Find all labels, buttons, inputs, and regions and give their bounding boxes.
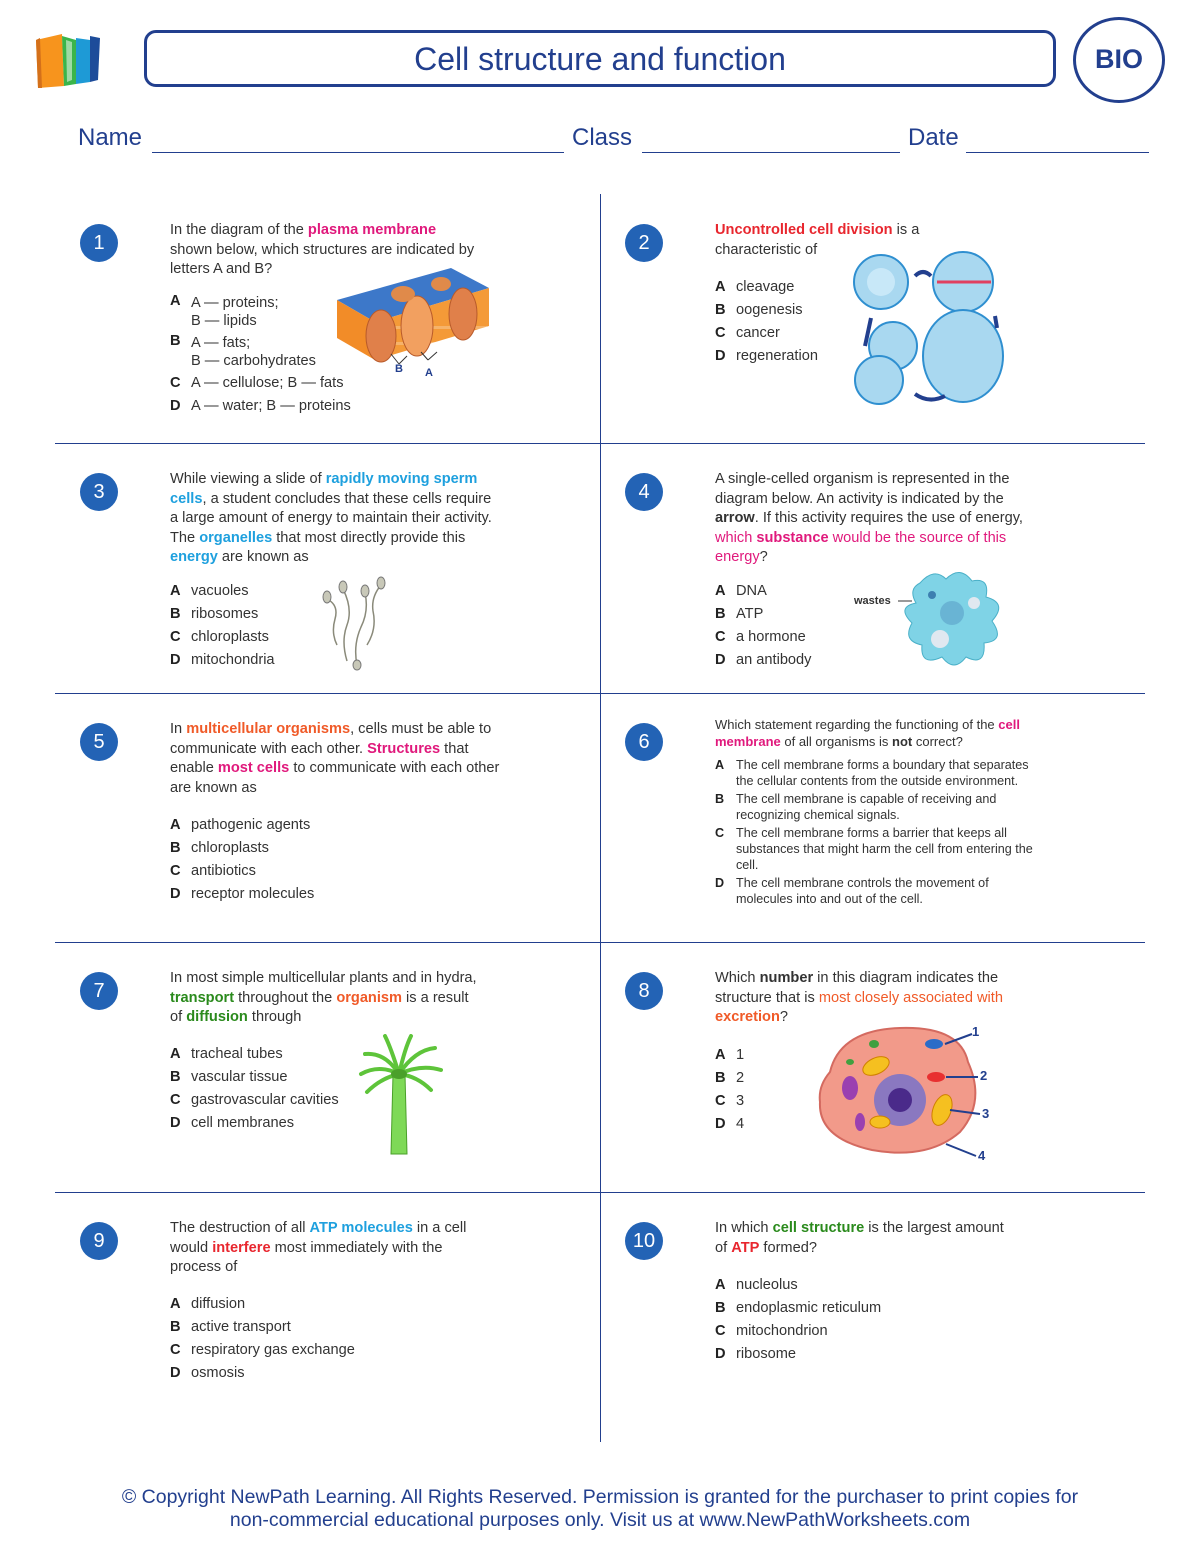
class-label: Class [572, 124, 633, 151]
question-text-run: in this diagram indicates the structure that is [715, 970, 999, 1006]
question-text-run: Which statement regarding the functioning of the [715, 717, 999, 732]
question-text [170, 1219, 480, 1278]
cell-cycle-diagram [845, 246, 1015, 411]
title-box [144, 30, 1056, 87]
answer-options [715, 1274, 881, 1366]
question-text-run: The destruction of all [170, 1220, 310, 1236]
option-letter: B [170, 333, 181, 349]
option-text: DNA [736, 583, 767, 599]
answer-option-d[interactable] [715, 1343, 881, 1366]
date-label: Date [908, 124, 959, 151]
option-text: ribosomes [191, 606, 259, 622]
option-text: antibiotics [191, 863, 256, 879]
question-text-run: , a student concludes that these cells require a large amount of energy to maintain their activity. The [170, 490, 492, 546]
question-text-run: correct? [912, 733, 963, 749]
answer-option-b[interactable] [715, 299, 818, 322]
option-letter: A [715, 583, 726, 599]
option-letter: B [170, 1319, 181, 1335]
option-text: The cell membrane forms a boundary that separates the cellular contents from the outside environment. [736, 758, 1029, 788]
question-text-run: While viewing a slide of [170, 471, 326, 487]
answer-option-d[interactable] [170, 395, 351, 418]
answer-option-c[interactable] [715, 322, 818, 345]
footer-line-2: non-commercial educational purposes only. Visit us at www.NewPathWorksheets.com [229, 1509, 971, 1531]
answer-option-d[interactable] [170, 649, 275, 672]
answer-options [170, 580, 275, 672]
label-3: 3 [982, 1106, 990, 1121]
question-5 [55, 693, 600, 942]
question-number-badge: 6 [625, 723, 663, 761]
question-7 [55, 942, 600, 1191]
question-text-run: cell membrane [715, 717, 1020, 749]
option-text: chloroplasts [191, 840, 269, 856]
question-text-run: most closely associated with [818, 989, 1003, 1006]
question-1 [55, 194, 600, 443]
subject-badge-label: BIO [1094, 44, 1143, 74]
question-text [715, 1219, 1005, 1258]
option-text: oogenesis [736, 302, 803, 318]
answer-option-b[interactable] [170, 1066, 339, 1089]
question-number-badge: 7 [80, 972, 118, 1010]
option-letter: C [715, 1093, 726, 1109]
question-text-run: which [715, 529, 757, 546]
answer-option-a[interactable] [715, 1274, 881, 1297]
answer-options [170, 814, 314, 906]
option-text: 4 [736, 1116, 745, 1132]
option-letter: C [715, 325, 726, 341]
question-text-run: rapidly moving sperm cells [170, 471, 478, 507]
question-text-run: energy [170, 549, 218, 565]
date-line [966, 152, 1149, 153]
answer-option-c[interactable] [715, 1320, 881, 1343]
option-text: 2 [736, 1070, 745, 1086]
option-letter: D [170, 1365, 181, 1381]
question-text-run: . If this activity requires the use of energy, [754, 510, 1023, 526]
question-text-run: In [170, 721, 187, 737]
question-8 [600, 942, 1145, 1191]
question-6 [600, 693, 1145, 942]
option-text: vacuoles [191, 583, 249, 599]
option-text: endoplasmic reticulum [736, 1300, 882, 1316]
question-text-run: ? [779, 1009, 789, 1025]
answer-option-b[interactable] [170, 332, 351, 372]
question-text-run: plasma membrane [307, 222, 437, 238]
footer-line-1: © Copyright NewPath Learning. All Rights Reserved. Permission is granted for the purchaser to print copies for [121, 1486, 1079, 1508]
animal-cell-diagram [810, 1022, 1010, 1162]
option-text: The cell membrane is capable of receiving and recognizing chemical signals. [736, 792, 997, 822]
option-letter: D [170, 398, 181, 414]
option-text: diffusion [191, 1296, 246, 1312]
newpath-book-logo-icon [32, 30, 102, 92]
option-text: gastrovascular cavities [191, 1092, 339, 1108]
answer-option-d[interactable] [170, 1112, 339, 1135]
option-letter: C [170, 1092, 181, 1108]
option-text: The cell membrane forms a barrier that keeps all substances that might harm the cell from entering the cell. [736, 826, 1033, 872]
question-text-run: cell structure [772, 1220, 865, 1236]
question-text-run: substance [756, 529, 829, 546]
option-text: cleavage [736, 279, 795, 295]
sperm-cells-drawing [317, 575, 393, 671]
option-letter: D [170, 652, 181, 668]
answer-options [715, 580, 811, 672]
option-letter: B [715, 1300, 726, 1316]
option-text: active transport [191, 1319, 291, 1335]
option-text: cancer [736, 325, 780, 341]
question-text-run: ATP [731, 1239, 760, 1256]
option-text: ATP [736, 606, 764, 622]
question-number-badge: 5 [80, 723, 118, 761]
answer-option-b[interactable] [715, 1297, 881, 1320]
question-text-run: shown below, which structures are indicated by letters A and B? [170, 241, 475, 277]
option-text: respiratory gas exchange [191, 1342, 355, 1358]
question-text-run: ATP molecules [309, 1220, 413, 1236]
option-letter: B [170, 840, 181, 856]
answer-option-b[interactable] [170, 603, 275, 626]
question-text-run: arrow [715, 510, 755, 526]
option-text: 3 [736, 1093, 745, 1109]
option-text: mitochondria [191, 652, 275, 668]
question-number-badge: 10 [625, 1222, 663, 1260]
question-text-run: Which [715, 970, 760, 986]
option-letter: A [715, 279, 726, 295]
answer-option-a[interactable] [715, 757, 1035, 789]
option-letter: D [715, 652, 726, 668]
option-text: tracheal tubes [191, 1046, 283, 1062]
answer-option-d[interactable] [715, 649, 811, 672]
option-letter: B [715, 792, 725, 806]
option-text: mitochondrion [736, 1323, 828, 1339]
option-text: receptor molecules [191, 886, 315, 902]
label-4: 4 [978, 1148, 986, 1162]
question-4 [600, 443, 1145, 692]
answer-options [170, 292, 351, 418]
option-text: an antibody [736, 652, 812, 668]
option-letter: D [170, 1115, 181, 1131]
answer-option-b[interactable] [170, 1316, 355, 1339]
option-letter: A [715, 1047, 726, 1063]
subject-badge [1073, 17, 1165, 103]
question-text-run: most immediately with the process of [170, 1239, 443, 1275]
option-text: regeneration [736, 348, 818, 364]
question-text [715, 717, 1035, 750]
answer-options [170, 1043, 339, 1135]
answer-options [715, 757, 1035, 909]
question-text-run: diffusion [186, 1009, 248, 1025]
name-line [152, 152, 564, 153]
question-2 [600, 194, 1145, 443]
question-10 [600, 1192, 1145, 1441]
option-text: chloroplasts [191, 629, 269, 645]
option-letter: C [715, 1323, 726, 1339]
question-text-run: is the largest amount of [715, 1220, 1004, 1256]
question-text-run: that most directly provide this [272, 529, 466, 546]
question-text-run: through [247, 1009, 302, 1025]
answer-options [715, 1044, 744, 1136]
option-letter: D [715, 1346, 726, 1362]
answer-option-a[interactable] [170, 1293, 355, 1316]
question-text-run: Uncontrolled cell division [715, 222, 893, 238]
question-text-run: Structures [367, 740, 441, 757]
question-text-run: in a cell would [170, 1220, 467, 1256]
question-text [715, 969, 1035, 1028]
page-title: Cell structure and function [414, 41, 786, 77]
answer-option-a[interactable] [715, 580, 811, 603]
question-text [170, 969, 480, 1028]
question-text-run: that enable [170, 740, 469, 776]
question-number-badge: 2 [625, 224, 663, 262]
question-text-run: not [892, 733, 913, 749]
label-2: 2 [980, 1068, 988, 1083]
label-b: B [395, 363, 403, 375]
option-letter: A [170, 1046, 181, 1062]
option-letter: A [715, 1277, 726, 1293]
question-text-run: organism [336, 989, 402, 1006]
answer-option-c[interactable] [170, 626, 275, 649]
question-text-run: of all organisms is [780, 733, 893, 749]
question-text-run: most cells [217, 760, 290, 776]
option-text: vascular tissue [191, 1069, 288, 1085]
option-letter: A [170, 583, 181, 599]
question-number-badge: 9 [80, 1222, 118, 1260]
question-text [170, 470, 500, 568]
option-text: cell membranes [191, 1115, 295, 1131]
question-number-badge: 1 [80, 224, 118, 262]
option-letter: C [170, 863, 181, 879]
option-text: A — water; B — proteins [191, 398, 351, 414]
option-text: A — proteins; B — lipids [191, 295, 279, 329]
option-letter: D [715, 876, 725, 890]
question-number-badge: 3 [80, 473, 118, 511]
option-letter: B [170, 1069, 181, 1085]
answer-option-b[interactable] [715, 603, 811, 626]
option-letter: B [715, 302, 726, 318]
option-letter: C [170, 375, 181, 391]
option-letter: D [715, 1116, 726, 1132]
answer-option-b[interactable] [170, 837, 314, 860]
question-text-run: excretion [715, 1009, 780, 1025]
question-text-run: In which [715, 1220, 773, 1236]
label-a: A [425, 367, 433, 379]
class-line [642, 152, 900, 153]
option-letter: D [715, 348, 726, 364]
answer-option-c[interactable] [715, 825, 1035, 873]
option-text: nucleolus [736, 1277, 798, 1293]
question-text-run: A single-celled organism is represented in the diagram below. An activity is indicated by the [715, 471, 1010, 507]
answer-options [715, 276, 818, 368]
question-text [170, 720, 500, 798]
name-label: Name [78, 124, 143, 151]
answer-option-b[interactable] [715, 1067, 744, 1090]
question-text-run: throughout the [234, 989, 337, 1006]
question-text-run: In the diagram of the [170, 222, 308, 238]
answer-option-a[interactable] [170, 1043, 339, 1066]
option-letter: B [715, 1070, 726, 1086]
question-text-run: ? [759, 549, 768, 565]
amoeba-diagram [850, 563, 1030, 673]
label-wastes: wastes [854, 595, 891, 607]
question-text-run: is a characteristic of [715, 222, 920, 258]
option-letter: A [170, 293, 181, 309]
answer-option-c[interactable] [715, 626, 811, 649]
question-text-run: to communicate with each other are known as [170, 760, 500, 796]
question-text-run: would be the source of this energy [715, 529, 1007, 565]
answer-option-c[interactable] [715, 1090, 744, 1113]
question-text-run: formed? [759, 1239, 817, 1256]
hydra-drawing [355, 1034, 445, 1160]
answer-option-c[interactable] [170, 860, 314, 883]
question-text-run: is a result of [170, 989, 469, 1025]
question-text-run: transport [170, 989, 235, 1006]
option-letter: C [715, 629, 726, 645]
answer-option-a[interactable] [170, 814, 314, 837]
option-letter: C [715, 826, 725, 840]
answer-option-b[interactable] [715, 791, 1035, 823]
plasma-membrane-diagram [333, 260, 493, 380]
question-text-run: In most simple multicellular plants and in hydra, [170, 970, 477, 986]
option-letter: A [170, 817, 181, 833]
answer-option-c[interactable] [170, 1089, 339, 1112]
question-text-run: , cells must be able to communicate with each other. [170, 721, 492, 757]
answer-option-d[interactable] [715, 875, 1035, 907]
option-letter: B [715, 606, 726, 622]
option-text: A — fats; B — carbohydrates [191, 335, 316, 369]
question-text [715, 470, 1035, 568]
answer-option-a[interactable] [170, 580, 275, 603]
option-letter: D [170, 886, 181, 902]
answer-option-a[interactable] [715, 276, 818, 299]
question-9 [55, 1192, 600, 1441]
question-3 [55, 443, 600, 692]
question-text-run: are known as [217, 549, 309, 565]
option-letter: C [170, 1342, 181, 1358]
answer-option-c[interactable] [170, 372, 351, 395]
answer-option-d[interactable] [715, 345, 818, 368]
option-letter: B [170, 606, 181, 622]
question-text-run: multicellular organisms [186, 721, 351, 737]
answer-option-d[interactable] [170, 883, 314, 906]
question-text-run: number [759, 970, 814, 986]
answer-option-c[interactable] [170, 1339, 355, 1362]
question-text-run: organelles [199, 529, 273, 546]
option-text: A — cellulose; B — fats [191, 375, 344, 391]
option-text: osmosis [191, 1365, 245, 1381]
question-number-badge: 4 [625, 473, 663, 511]
label-1: 1 [972, 1024, 980, 1039]
option-text: a hormone [736, 629, 806, 645]
copyright-footer [0, 1486, 1200, 1532]
option-text: pathogenic agents [191, 817, 311, 833]
question-text-run: interfere [212, 1239, 271, 1256]
answer-options [170, 1293, 355, 1385]
answer-option-a[interactable] [715, 1044, 744, 1067]
answer-option-d[interactable] [715, 1113, 744, 1136]
answer-option-d[interactable] [170, 1362, 355, 1385]
option-text: ribosome [736, 1346, 797, 1362]
option-text: The cell membrane controls the movement of molecules into and out of the cell. [736, 876, 989, 906]
answer-option-a[interactable] [170, 292, 351, 332]
option-letter: A [170, 1296, 181, 1312]
option-text: 1 [736, 1047, 745, 1063]
option-letter: C [170, 629, 181, 645]
question-number-badge: 8 [625, 972, 663, 1010]
option-letter: A [715, 758, 725, 772]
